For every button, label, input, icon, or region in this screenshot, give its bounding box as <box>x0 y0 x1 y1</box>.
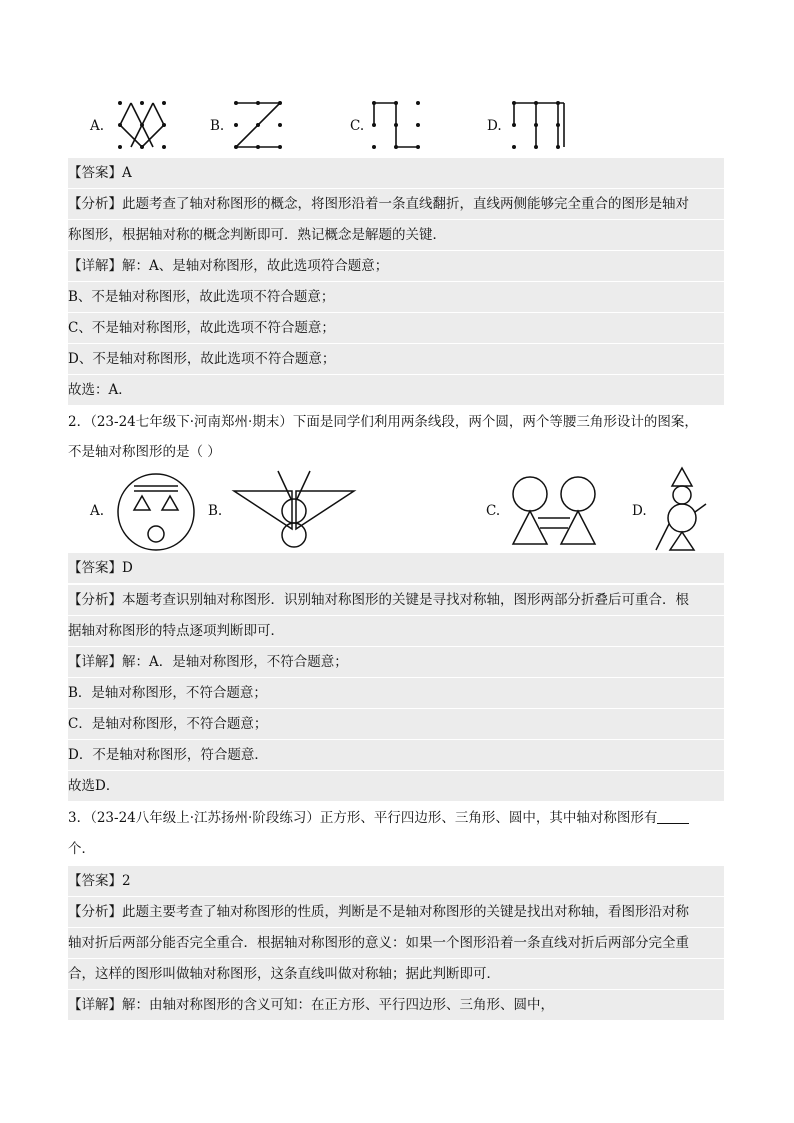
q1-answer: 【答案】A <box>68 158 724 188</box>
q3-detail-line-1: 【详解】解：由轴对称图形的含义可知：在正方形、平行四边形、三角形、圆中， <box>68 990 724 1020</box>
q2-figure-a <box>114 470 198 554</box>
q2-figure-c <box>508 472 604 548</box>
q2-figure-d <box>652 466 712 554</box>
q1-option-a-label: A. <box>90 118 105 134</box>
q1-figure-c <box>368 98 428 154</box>
q1-figure-a <box>112 98 172 154</box>
q1-detail-line-4: D、不是轴对称图形，故此选项不符合题意； <box>68 344 724 374</box>
q1-choice: 故选：A． <box>68 375 724 405</box>
q1-detail-line-2: B、不是轴对称图形，故此选项不符合题意； <box>68 282 724 312</box>
q2-detail-line-2: B．是轴对称图形，不符合题意； <box>68 678 724 708</box>
q2-figure-b <box>232 467 358 549</box>
q2-option-a-label: A. <box>90 503 105 519</box>
q3-answer: 【答案】2 <box>68 866 724 896</box>
q1-detail-line-3: C、不是轴对称图形，故此选项不符合题意； <box>68 313 724 343</box>
q3-stem-text: 3．（23-24八年级上·江苏扬州·阶段练习）正方形、平行四边形、三角形、圆中，其中轴对称图形有 <box>68 810 658 826</box>
q2-stem-line-1: 2．（23-24七年级下·河南郑州·期末）下面是同学们利用两条线段，两个圆，两个等腰三角形设计的图案， <box>68 414 698 430</box>
q2-answer: 【答案】D <box>68 553 724 583</box>
q2-option-c-label: C. <box>486 503 501 519</box>
q1-option-c-label: C. <box>350 118 365 134</box>
q2-stem-line-2: 不是轴对称图形的是（ ） <box>68 444 221 460</box>
q2-option-d-label: D. <box>632 503 647 519</box>
q1-option-d-label: D. <box>487 118 502 134</box>
q1-figure-b <box>230 98 290 154</box>
q2-option-b-label: B. <box>208 503 223 519</box>
q1-analysis-line-1: 【分析】此题考查了轴对称图形的概念，将图形沿着一条直线翻折，直线两侧能够完全重合的图形是轴对 <box>68 189 724 219</box>
q2-detail-line-1: 【详解】解：A．是轴对称图形，不符合题意； <box>68 647 724 677</box>
q2-analysis-line-1: 【分析】本题考查识别轴对称图形．识别轴对称图形的关键是寻找对称轴，图形两部分折叠后可重合．根 <box>68 585 724 615</box>
q3-stem-line-2: 个． <box>68 841 95 857</box>
q1-analysis-line-2: 称图形，根据轴对称的概念判断即可．熟记概念是解题的关键． <box>68 220 724 250</box>
q2-detail-line-3: C．是轴对称图形，不符合题意； <box>68 709 724 739</box>
q3-analysis-line-1: 【分析】此题主要考查了轴对称图形的性质，判断是不是轴对称图形的关键是找出对称轴，看图形沿对称 <box>68 897 724 927</box>
q3-analysis-line-3: 合，这样的图形叫做轴对称图形，这条直线叫做对称轴；据此判断即可． <box>68 959 724 989</box>
q3-stem-line-1 <box>68 803 724 833</box>
answer-blank <box>657 809 689 824</box>
q2-detail-line-4: D．不是轴对称图形，符合题意． <box>68 740 724 770</box>
q1-figure-d <box>508 98 570 154</box>
q3-analysis-line-2: 轴对折后两部分能否完全重合．根据轴对称图形的意义：如果一个图形沿着一条直线对折后两部分完全重 <box>68 928 724 958</box>
q2-choice: 故选D． <box>68 771 724 801</box>
q1-detail-line-1: 【详解】解：A、是轴对称图形，故此选项符合题意； <box>68 251 724 281</box>
q2-analysis-line-2: 据轴对称图形的特点逐项判断即可． <box>68 616 724 646</box>
q1-option-b-label: B. <box>210 118 225 134</box>
